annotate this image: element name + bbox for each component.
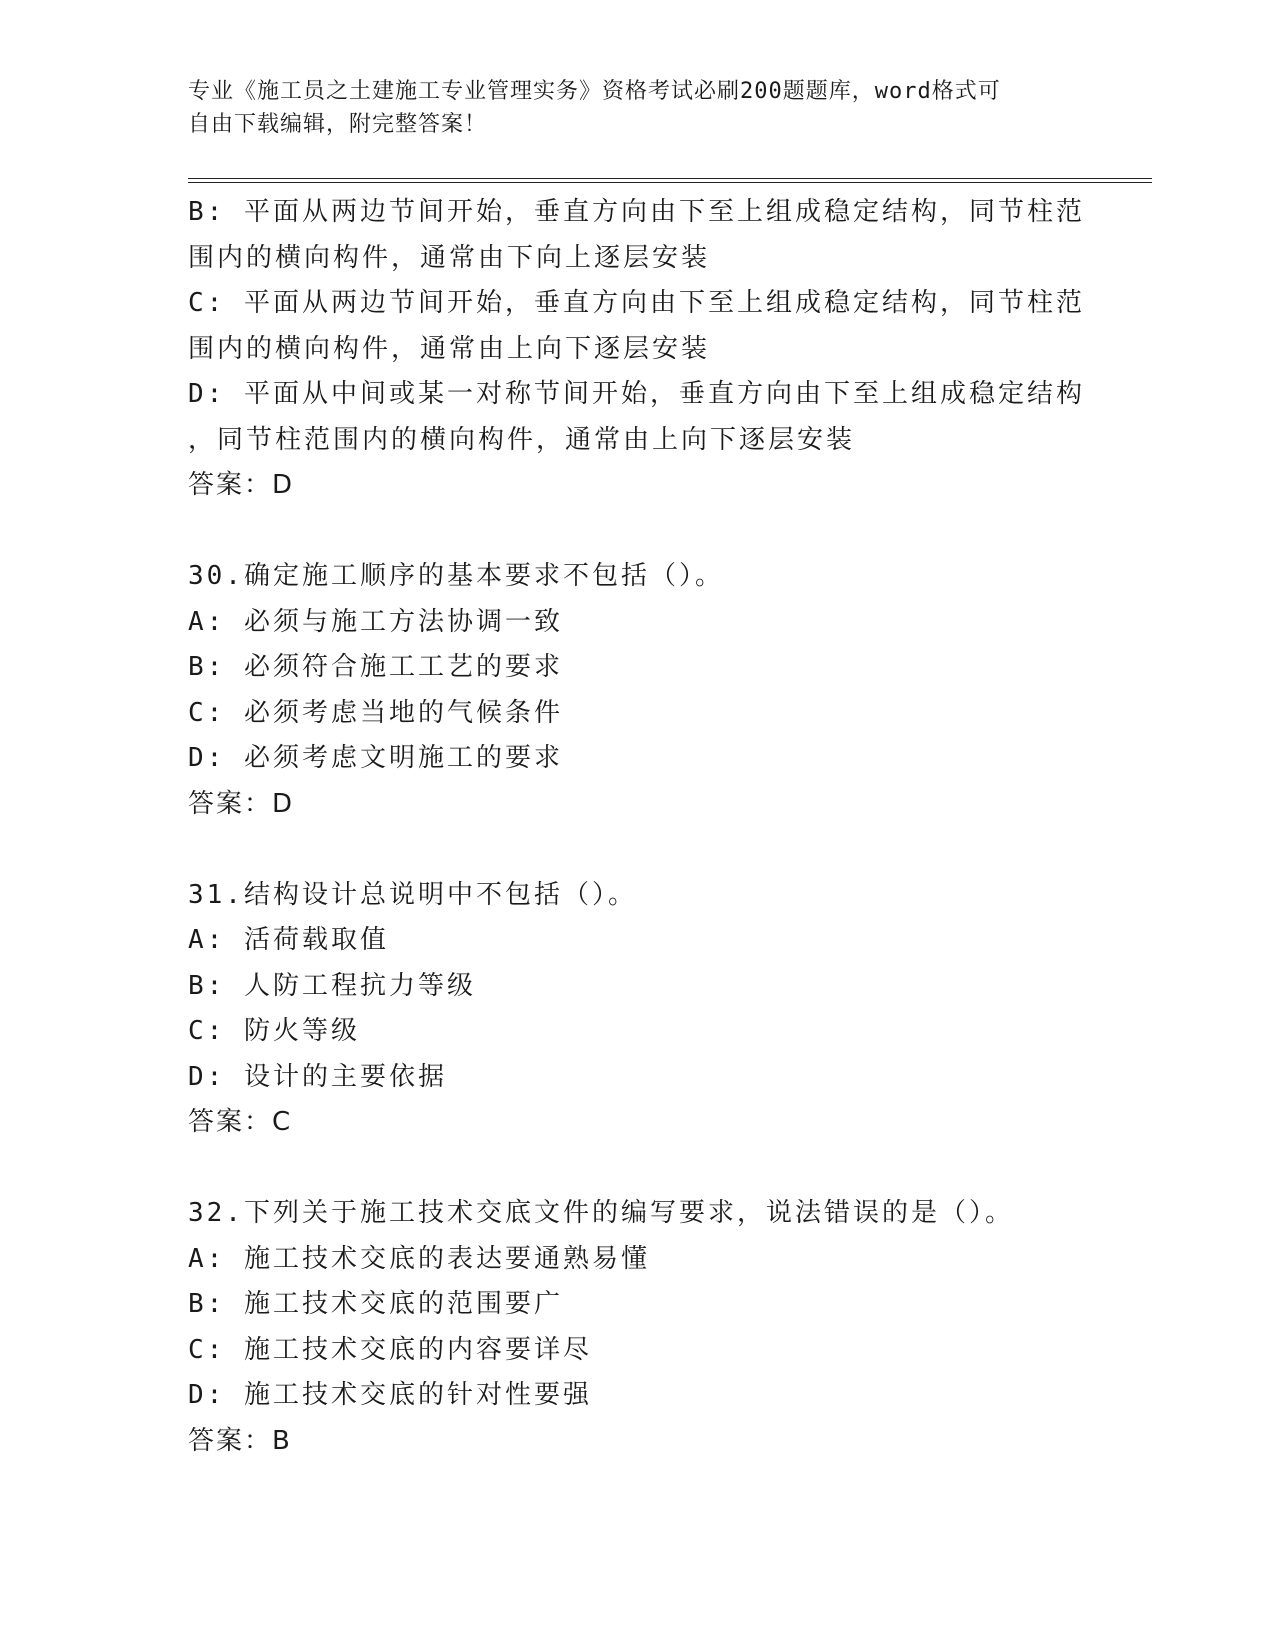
question-29-continued — [188, 190, 1088, 509]
question-spacer — [188, 827, 1088, 873]
header-divider-top — [188, 178, 1152, 179]
option-c-line-2: 围内的横向构件，通常由上向下逐层安装 — [188, 333, 711, 364]
option-b: B: 施工技术交底的范围要广 — [188, 1289, 563, 1319]
question-spacer — [188, 509, 1088, 555]
question-32 — [188, 1191, 1088, 1464]
option-d-line-2: ，同节柱范围内的横向构件，通常由上向下逐层安装 — [188, 424, 856, 455]
option-b: B: 人防工程抗力等级 — [188, 970, 476, 1001]
question-text: 31.结构设计总说明中不包括（）。 — [188, 879, 637, 910]
option-b: B: 必须符合施工工艺的要求 — [188, 652, 563, 682]
option-c-line-1: C: 平面从两边节间开始，垂直方向由下至上组成稳定结构，同节柱范 — [188, 288, 1085, 318]
option-a: A: 施工技术交底的表达要通熟易懂 — [188, 1243, 650, 1274]
option-d: D: 必须考虑文明施工的要求 — [188, 743, 563, 773]
question-list — [188, 190, 1088, 1464]
header-title-line-1: 专业《施工员之土建施工专业管理实务》资格考试必刷200题题库，word格式可 — [188, 79, 1001, 104]
question-text: 32.下列关于施工技术交底文件的编写要求，说法错误的是（）。 — [188, 1198, 1014, 1228]
option-c: C: 必须考虑当地的气候条件 — [188, 697, 563, 728]
question-31 — [188, 873, 1088, 1146]
answer: 答案：D — [188, 788, 295, 819]
header-divider-bottom — [188, 182, 1152, 183]
question-30 — [188, 554, 1088, 827]
answer: 答案：D — [188, 470, 295, 500]
option-d-line-1: D: 平面从中间或某一对称节间开始，垂直方向由下至上组成稳定结构 — [188, 379, 1085, 409]
option-b-line-2: 围内的横向构件，通常由下向上逐层安装 — [188, 242, 711, 273]
option-b-line-1: B: 平面从两边节间开始，垂直方向由下至上组成稳定结构，同节柱范 — [188, 197, 1085, 227]
option-a: A: 必须与施工方法协调一致 — [188, 606, 563, 637]
question-text: 30.确定施工顺序的基本要求不包括（）。 — [188, 561, 724, 591]
answer: 答案：C — [188, 1107, 293, 1137]
option-d: D: 施工技术交底的针对性要强 — [188, 1380, 592, 1410]
question-spacer — [188, 1146, 1088, 1192]
option-a: A: 活荷载取值 — [188, 925, 389, 955]
option-c: C: 防火等级 — [188, 1016, 360, 1046]
header-title-line-2: 自由下载编辑，附完整答案！ — [188, 112, 488, 137]
answer: 答案：B — [188, 1425, 292, 1456]
option-d: D: 设计的主要依据 — [188, 1061, 447, 1092]
document-header — [188, 75, 1088, 141]
option-c: C: 施工技术交底的内容要详尽 — [188, 1334, 592, 1365]
